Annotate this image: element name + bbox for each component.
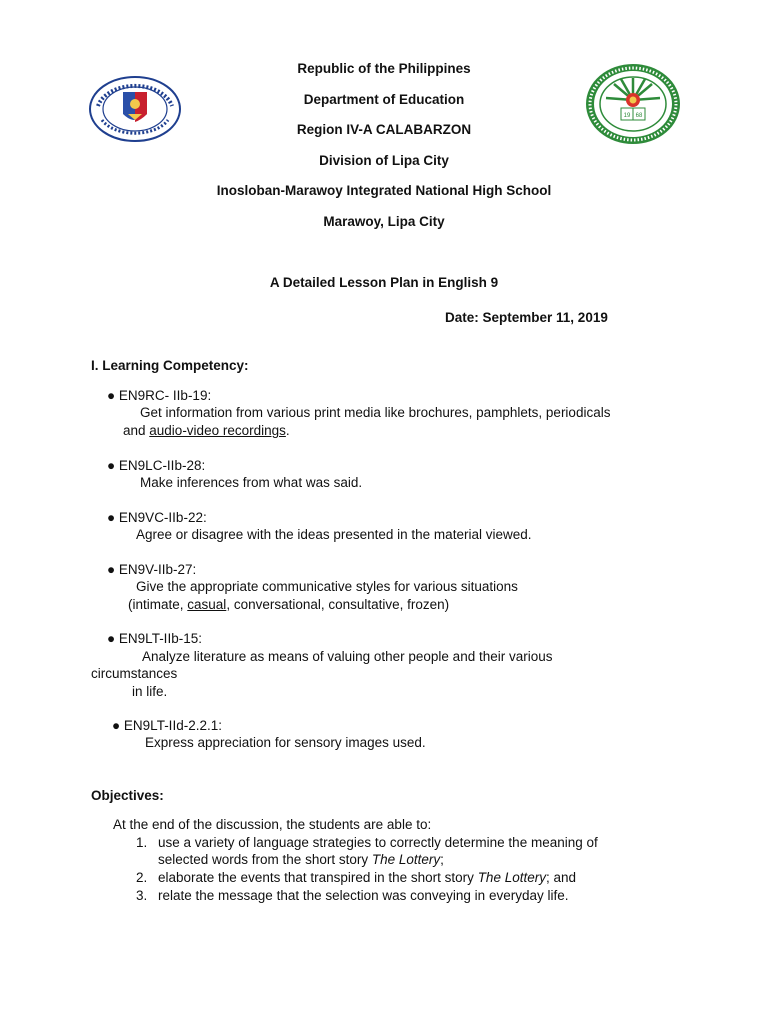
header-republic: Republic of the Philippines <box>297 61 471 76</box>
bullet: ● <box>107 631 116 646</box>
underlined-text: casual <box>187 597 227 612</box>
bullet: ● <box>107 458 116 473</box>
competency-code: EN9V-IIb-27: <box>118 562 197 577</box>
competency-item-6-code <box>112 718 222 733</box>
objective-item-2-num: 2. <box>136 870 148 885</box>
objective-item-3-line1: relate the message that the selection was conveying in everyday life. <box>158 888 569 903</box>
underlined-text: audio-video recordings <box>149 423 286 438</box>
competency-code: EN9VC-IIb-22: <box>118 510 207 525</box>
competency-item-1-line1: Get information from various print media like brochures, pamphlets, periodicals <box>140 405 611 420</box>
seal-year-left: 19 <box>623 113 631 119</box>
header-region: Region IV-A CALABARZON <box>296 122 472 137</box>
objective-item-3-num: 3. <box>136 888 148 903</box>
competency-item-3-line1: Agree or disagree with the ideas presented in the material viewed. <box>136 527 532 542</box>
bullet: ● <box>112 718 121 733</box>
bullet: ● <box>107 562 116 577</box>
competency-item-5-line3: in life. <box>132 684 168 699</box>
competency-item-5-line1: Analyze literature as means of valuing other people and their various <box>142 649 553 664</box>
bullet: ● <box>107 510 116 525</box>
competency-item-1-code <box>107 388 211 403</box>
competency-item-4-line2: (intimate, casual, conversational, consultative, frozen) <box>128 597 450 612</box>
objectives-intro: At the end of the discussion, the students are able to: <box>113 817 432 832</box>
header-school: Inosloban-Marawoy Integrated National High School <box>216 183 552 198</box>
competency-item-4-line1: Give the appropriate communicative styles for various situations <box>136 579 518 594</box>
competency-code: EN9RC- IIb-19: <box>118 388 212 403</box>
header-division: Division of Lipa City <box>319 153 449 168</box>
competency-item-5-code <box>107 631 202 646</box>
objective-item-1-line1: use a variety of language strategies to correctly determine the meaning of <box>158 835 598 850</box>
bullet: ● <box>107 388 116 403</box>
lesson-plan-title: A Detailed Lesson Plan in English 9 <box>269 275 499 290</box>
competency-item-3-code <box>107 510 207 525</box>
competency-item-1-line2: and audio-video recordings. <box>123 423 290 438</box>
competency-code: EN9LT-IIb-15: <box>118 631 202 646</box>
competency-item-6-line1: Express appreciation for sensory images used. <box>145 735 426 750</box>
story-title: The Lottery <box>477 870 546 885</box>
competency-item-4-code <box>107 562 196 577</box>
competency-item-2-line1: Make inferences from what was said. <box>140 475 363 490</box>
learning-competency-heading: I. Learning Competency: <box>91 358 249 373</box>
objective-item-1-line2: selected words from the short story The Lottery; <box>158 852 444 867</box>
seal-year-right: 68 <box>635 113 643 119</box>
competency-code: EN9LT-IId-2.2.1: <box>123 718 222 733</box>
lesson-date: Date: September 11, 2019 <box>445 310 608 325</box>
objectives-heading: Objectives: <box>91 788 164 803</box>
objective-item-2-line1: elaborate the events that transpired in the short story The Lottery; and <box>158 870 577 885</box>
header-address: Marawoy, Lipa City <box>323 214 445 229</box>
competency-code: EN9LC-IIb-28: <box>118 458 206 473</box>
objective-item-1-num: 1. <box>136 835 148 850</box>
competency-item-5-line2: circumstances <box>91 666 178 681</box>
competency-item-2-code <box>107 458 205 473</box>
header-department: Department of Education <box>303 92 465 107</box>
story-title: The Lottery <box>371 852 441 867</box>
